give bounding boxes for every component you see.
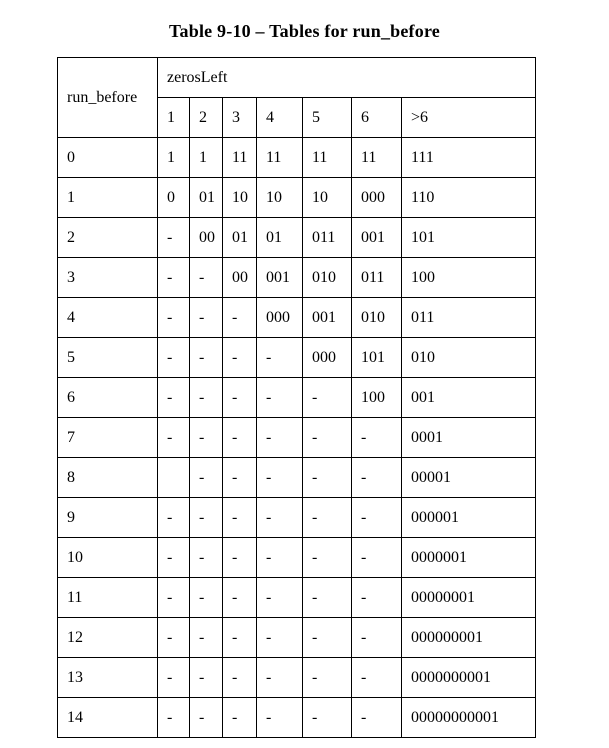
code-cell: 010 — [352, 298, 402, 338]
code-cell: 00000000001 — [402, 698, 536, 738]
table-row — [58, 458, 536, 498]
run-before-value-cell: 2 — [58, 218, 158, 258]
col-header-cell: 1 — [158, 98, 190, 138]
code-cell: - — [352, 538, 402, 578]
code-cell: - — [352, 458, 402, 498]
table-row — [58, 538, 536, 578]
col-header-cell: 4 — [257, 98, 303, 138]
code-cell: - — [158, 378, 190, 418]
code-cell: - — [158, 298, 190, 338]
table-row — [58, 258, 536, 298]
table-row — [58, 298, 536, 338]
code-cell: - — [190, 498, 223, 538]
code-cell: 0000000001 — [402, 658, 536, 698]
code-cell: 100 — [402, 258, 536, 298]
code-cell: - — [303, 498, 352, 538]
code-cell: 00 — [223, 258, 257, 298]
code-cell: 000 — [257, 298, 303, 338]
code-cell: 010 — [303, 258, 352, 298]
code-cell: 111 — [402, 138, 536, 178]
run-before-table — [57, 57, 536, 738]
code-cell: 100 — [352, 378, 402, 418]
code-cell: - — [190, 578, 223, 618]
code-cell: 01 — [257, 218, 303, 258]
code-cell: - — [190, 698, 223, 738]
run-before-value-cell: 5 — [58, 338, 158, 378]
table-row — [58, 378, 536, 418]
run-before-value-cell: 11 — [58, 578, 158, 618]
code-cell: 11 — [303, 138, 352, 178]
run-before-value-cell: 9 — [58, 498, 158, 538]
code-cell: 101 — [402, 218, 536, 258]
code-cell: 11 — [352, 138, 402, 178]
code-cell: - — [303, 698, 352, 738]
code-cell: - — [303, 378, 352, 418]
code-cell: 000000001 — [402, 618, 536, 658]
run-before-value-cell: 6 — [58, 378, 158, 418]
run-before-value-cell: 4 — [58, 298, 158, 338]
code-cell: - — [223, 458, 257, 498]
run-before-value-cell: 14 — [58, 698, 158, 738]
code-cell: 1 — [158, 138, 190, 178]
code-cell: 00001 — [402, 458, 536, 498]
code-cell: 11 — [223, 138, 257, 178]
code-cell: - — [223, 338, 257, 378]
table-body — [58, 58, 536, 738]
code-cell: 001 — [303, 298, 352, 338]
table-row — [58, 338, 536, 378]
code-cell: - — [158, 258, 190, 298]
table-row — [58, 698, 536, 738]
code-cell: - — [257, 618, 303, 658]
col-header-cell: 2 — [190, 98, 223, 138]
code-cell: - — [158, 658, 190, 698]
table-row — [58, 138, 536, 178]
code-cell: - — [257, 538, 303, 578]
corner-header-cell: run_before — [58, 58, 158, 138]
code-cell: - — [352, 498, 402, 538]
code-cell: - — [158, 498, 190, 538]
run-before-value-cell: 1 — [58, 178, 158, 218]
code-cell: - — [223, 418, 257, 458]
code-cell: - — [190, 658, 223, 698]
code-cell: 00000001 — [402, 578, 536, 618]
code-cell: - — [158, 618, 190, 658]
code-cell: - — [190, 458, 223, 498]
code-cell: 0001 — [402, 418, 536, 458]
code-cell: - — [352, 418, 402, 458]
code-cell: - — [223, 618, 257, 658]
code-cell: 011 — [352, 258, 402, 298]
code-cell: - — [352, 578, 402, 618]
table-row — [58, 418, 536, 458]
code-cell: 011 — [402, 298, 536, 338]
run-before-value-cell: 3 — [58, 258, 158, 298]
code-cell — [158, 458, 190, 498]
code-cell: 001 — [352, 218, 402, 258]
run-before-value-cell: 13 — [58, 658, 158, 698]
table-caption: Table 9-10 – Tables for run_before — [169, 21, 440, 41]
code-cell: - — [303, 618, 352, 658]
code-cell: - — [158, 418, 190, 458]
code-cell: - — [352, 698, 402, 738]
code-cell: - — [257, 458, 303, 498]
code-cell: - — [190, 338, 223, 378]
code-cell: - — [158, 338, 190, 378]
code-cell: 01 — [223, 218, 257, 258]
code-cell: - — [158, 218, 190, 258]
code-cell: - — [257, 498, 303, 538]
code-cell: 110 — [402, 178, 536, 218]
code-cell: - — [223, 298, 257, 338]
code-cell: - — [190, 618, 223, 658]
code-cell: 10 — [223, 178, 257, 218]
code-cell: 001 — [257, 258, 303, 298]
run-before-value-cell: 12 — [58, 618, 158, 658]
col-header-cell: >6 — [402, 98, 536, 138]
run-before-value-cell: 8 — [58, 458, 158, 498]
table-row — [58, 658, 536, 698]
code-cell: - — [303, 538, 352, 578]
code-cell: 000001 — [402, 498, 536, 538]
run-before-value-cell: 7 — [58, 418, 158, 458]
run-before-value-cell: 10 — [58, 538, 158, 578]
code-cell: 0000001 — [402, 538, 536, 578]
table-row — [58, 178, 536, 218]
code-cell: - — [257, 338, 303, 378]
code-cell: - — [257, 578, 303, 618]
code-cell: - — [303, 658, 352, 698]
group-header-cell: zerosLeft — [158, 58, 536, 98]
code-cell: - — [190, 298, 223, 338]
code-cell: - — [257, 418, 303, 458]
code-cell: - — [223, 498, 257, 538]
code-cell: 01 — [190, 178, 223, 218]
col-header-cell: 6 — [352, 98, 402, 138]
code-cell: - — [257, 698, 303, 738]
run-before-value-cell: 0 — [58, 138, 158, 178]
code-cell: - — [223, 538, 257, 578]
code-cell: - — [190, 258, 223, 298]
table-row — [58, 498, 536, 538]
code-cell: - — [303, 418, 352, 458]
code-cell: 10 — [257, 178, 303, 218]
code-cell: - — [190, 538, 223, 578]
code-cell: 001 — [402, 378, 536, 418]
code-cell: 000 — [352, 178, 402, 218]
code-cell: - — [257, 658, 303, 698]
code-cell: 11 — [257, 138, 303, 178]
code-cell: 00 — [190, 218, 223, 258]
code-cell: - — [190, 378, 223, 418]
table-row — [58, 578, 536, 618]
table-row — [58, 618, 536, 658]
code-cell: - — [223, 698, 257, 738]
code-cell: 0 — [158, 178, 190, 218]
code-cell: - — [303, 458, 352, 498]
code-cell: - — [352, 658, 402, 698]
table-row — [58, 218, 536, 258]
code-cell: - — [223, 378, 257, 418]
code-cell: - — [158, 578, 190, 618]
code-cell: 10 — [303, 178, 352, 218]
code-cell: - — [257, 378, 303, 418]
code-cell: 010 — [402, 338, 536, 378]
code-cell: 1 — [190, 138, 223, 178]
code-cell: - — [158, 538, 190, 578]
code-cell: - — [190, 418, 223, 458]
code-cell: - — [223, 658, 257, 698]
group-header-row — [58, 58, 536, 98]
code-cell: - — [223, 578, 257, 618]
col-header-cell: 5 — [303, 98, 352, 138]
code-cell: 000 — [303, 338, 352, 378]
code-cell: 011 — [303, 218, 352, 258]
code-cell: - — [352, 618, 402, 658]
code-cell: - — [303, 578, 352, 618]
col-header-cell: 3 — [223, 98, 257, 138]
code-cell: 101 — [352, 338, 402, 378]
code-cell: - — [158, 698, 190, 738]
